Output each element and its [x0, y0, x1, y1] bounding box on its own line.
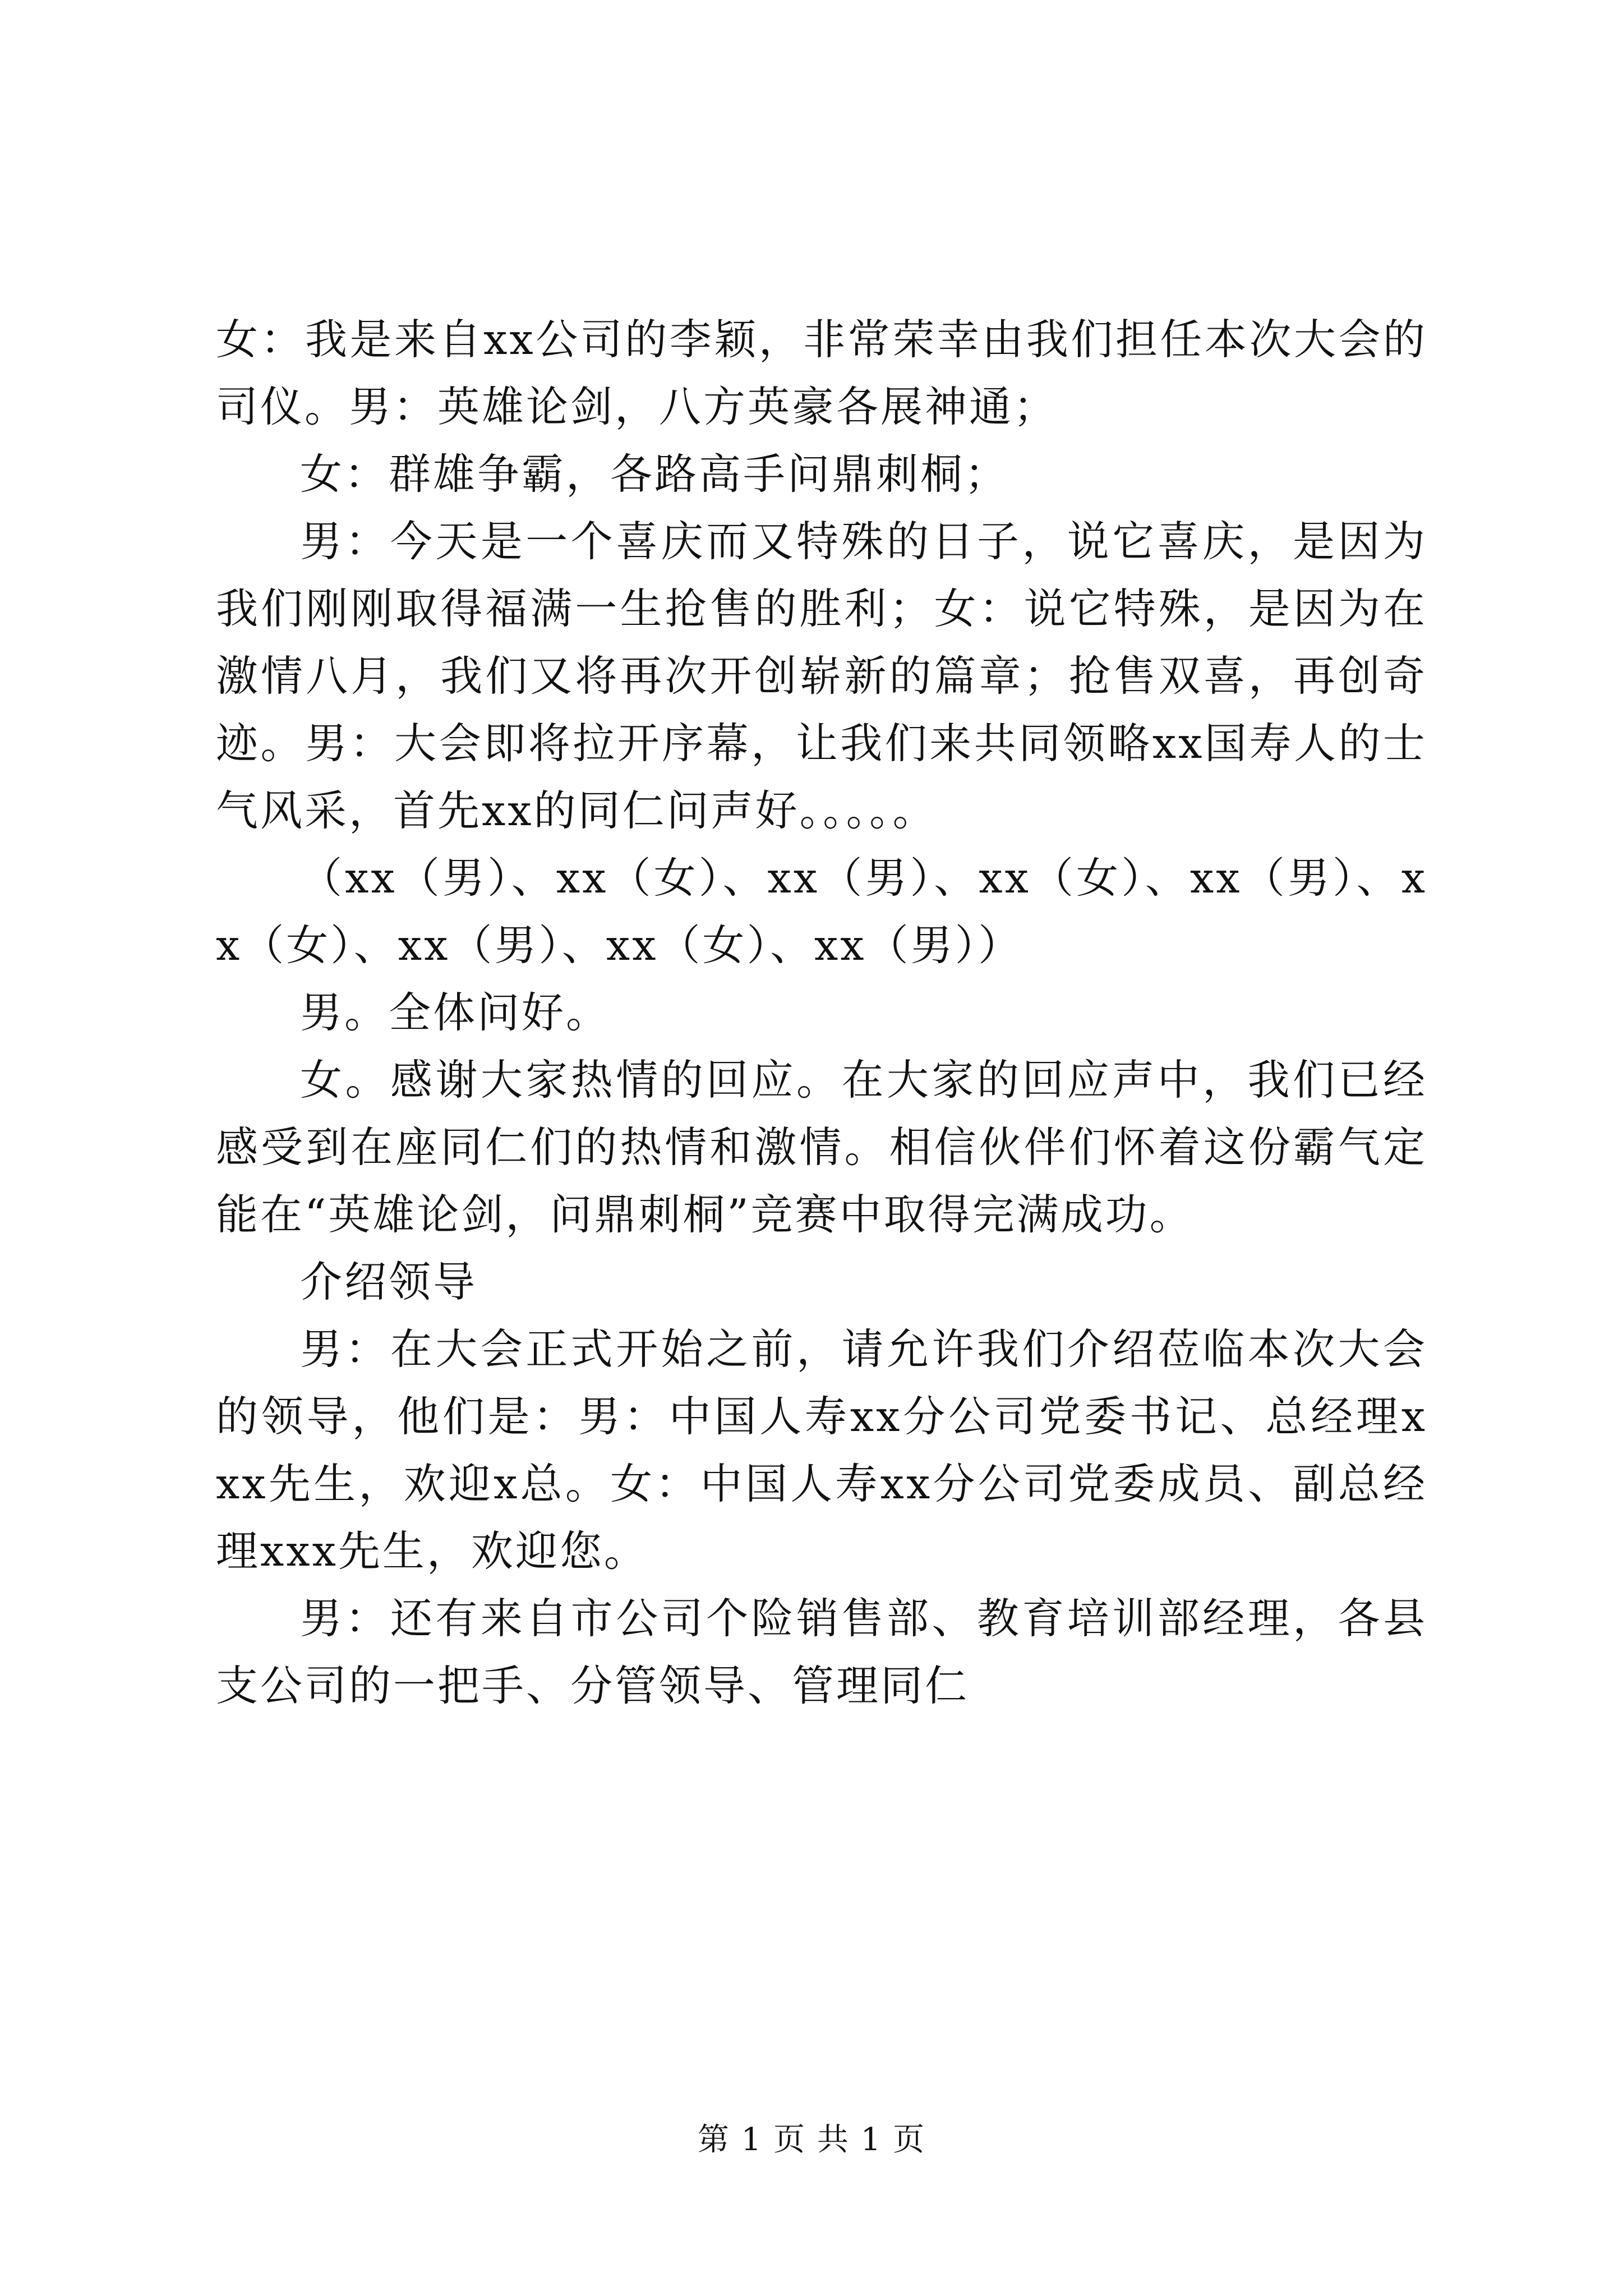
paragraph-4: （xx（男）、xx（女）、xx（男）、xx（女）、xx（男）、xx（女）、xx（男）、xx（女）、xx（男）） — [216, 853, 1427, 970]
section-heading: 介绍领导 — [300, 1257, 478, 1306]
paragraph-5: 男。全体问好。 — [300, 988, 611, 1037]
page-footer: 第 1 页 共 1 页 — [697, 2122, 926, 2158]
paragraph-3: 男：今天是一个喜庆而又特殊的日子，说它喜庆，是因为我们刚刚取得福满一生抢售的胜利；女：说它特殊，是因为在激情八月，我们又将再次开创崭新的篇章；抢售双喜，再创奇迹。男：大会即将拉开序幕，让我们来共同领略xx国寿人的士气风采，首先xx的同仁问声好。。。。。 — [216, 517, 1427, 835]
paragraph-8: 男：在大会正式开始之前，请允许我们介绍莅临本次大会的领导，他们是：男：中国人寿xx分公司党委书记、总经理xxx先生，欢迎x总。女：中国人寿xx分公司党委成员、副总经理xxx先生，欢迎您。 — [216, 1324, 1427, 1576]
paragraph-1: 女：我是来自xx公司的李颖，非常荣幸由我们担任本次大会的司仪。男：英雄论剑，八方英豪各展神通； — [216, 315, 1427, 431]
paragraph-2: 女：群雄争霸，各路高手问鼎刺桐； — [300, 449, 1009, 499]
document-body — [216, 306, 1427, 1719]
paragraph-9: 男：还有来自市公司个险销售部、教育培训部经理，各县支公司的一把手、分管领导、管理同仁 — [216, 1594, 1427, 1710]
paragraph-6: 女。感谢大家热情的回应。在大家的回应声中，我们已经感受到在座同仁们的热情和激情。相信伙伴们怀着这份霸气定能在“英雄论剑，问鼎刺桐”竞赛中取得完满成功。 — [216, 1055, 1427, 1239]
